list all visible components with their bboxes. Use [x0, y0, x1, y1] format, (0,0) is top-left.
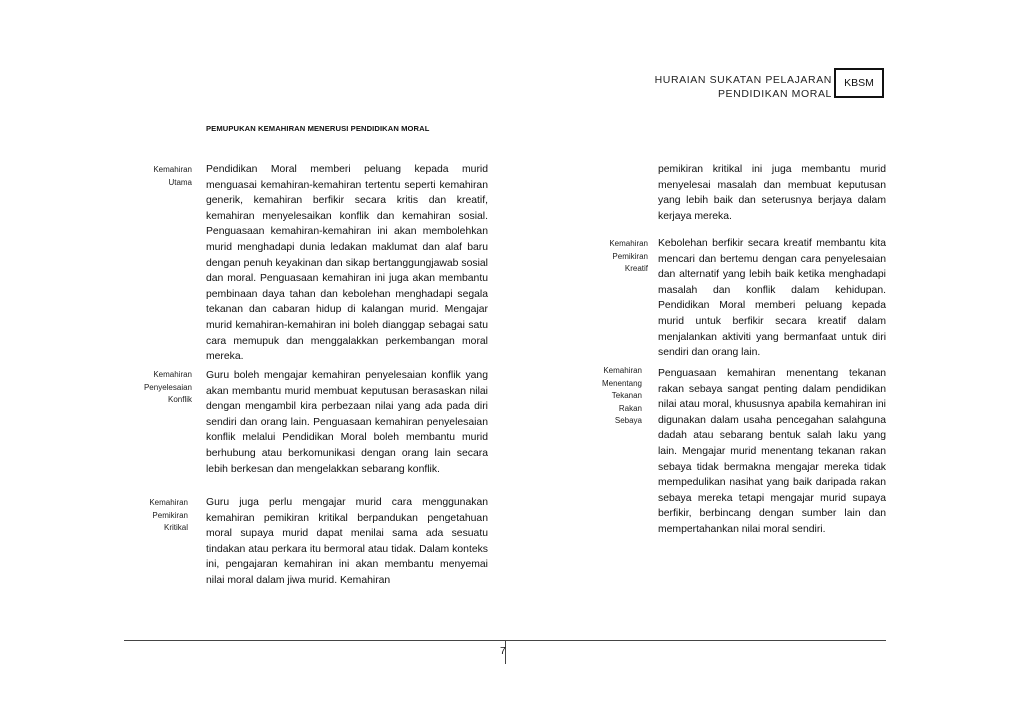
header-line-1: HURAIAN SUKATAN PELAJARAN	[654, 74, 832, 86]
kbsm-badge: KBSM	[834, 68, 884, 98]
side-label-kritikal	[120, 497, 188, 535]
page-number: 7	[500, 645, 506, 657]
side-label-utama	[120, 164, 192, 189]
paragraph-tekanan: Penguasaan kemahiran menentang tekanan rakan sebaya sangat penting dalam pendidikan nilai atau moral, khususnya apabila kemahiran ini digunakan dalam usaha pencegahan salahguna dadah atau sebarang bentuk salah laku yang lain. Mengajar murid menentang tekanan rakan sebaya tidak bermakna mengajar mereka tidak mempedulikan nasihat yang baik daripada rakan sebaya mereka tetapi mengajar murid supaya berfikir, berbincang dengan sumber lain dan mempertahankan nilai moral sendiri.	[658, 368, 886, 535]
side-label-line: Kemahiran	[153, 165, 192, 174]
side-label-line: Utama	[168, 177, 192, 187]
side-label-line: Konflik	[167, 395, 192, 404]
side-label-line: Pemikiran	[612, 251, 648, 261]
paragraph-utama: Pendidikan Moral memberi peluang kepada murid menguasai kemahiran-kemahiran tertentu seperti kemahiran generik, kemahiran berfikir secara kritis dan kreatif, kemahiran menyelesaikan konflik dan kemahiran sosial. Penguasaan kemahiran-kemahiran ini akan membolehkan murid menghadapi dunia ledakan maklumat dan alaf baru dengan penuh keyakinan dan sikap bertanggungjawab sosial dan moral. Penguasaan kemahiran ini juga akan membantu pembinaan daya tahan dan kebolehan menghadapi segala tekanan dan cabaran hidup di kalangan murid. Mengajar murid kemahiran-kemahiran ini boleh dianggap sebagai satu cara memupuk dan menggalakkan perkembangan moral mereka.	[206, 164, 488, 363]
side-label-konflik	[120, 369, 192, 407]
paragraph-kritikal: Guru juga perlu mengajar murid cara menggunakan kemahiran pemikiran kritikal berpandukan pengetahuan moral supaya murid dapat menilai sama ada sesuatu tindakan atau perkara itu bermoral atau tidak. Dalam konteks ini, pengajaran kemahiran ini akan membantu menyemai nilai moral dalam jiwa murid. Kemahiran	[206, 497, 488, 586]
side-label-line: Kritikal	[163, 523, 188, 532]
side-label-line: Kemahiran	[609, 239, 648, 248]
section-heading: PEMUPUKAN KEMAHIRAN MENERUSI PENDIDIKAN MORAL	[206, 124, 430, 133]
side-label-line: Kemahiran	[149, 498, 188, 507]
side-label-tekanan	[574, 365, 642, 428]
side-label-line: Pemikiran	[152, 510, 188, 520]
side-label-line: Penyelesaian	[143, 382, 192, 392]
paragraph-kreatif: Kebolehan berfikir secara kreatif membantu kita mencari dan bertemu dengan cara penyelesaian dan alternatif yang lebih baik ketika menghadapi masalah dan konflik dalam kehidupan. Pendidikan Moral memberi peluang kepada murid untuk berfikir secara kreatif dalam menjalankan aktiviti yang bermanfaat untuk diri sendiri dan orang lain.	[658, 238, 886, 359]
paragraph-continuation: pemikiran kritikal ini juga membantu murid menyelesai masalah dan membuat keputusan yang lebih baik dan seterusnya berjaya dalam kerjaya mereka.	[658, 164, 886, 222]
side-label-line: Sebaya	[614, 416, 642, 425]
side-label-line: Tekanan	[611, 391, 642, 400]
paragraph-konflik: Guru boleh mengajar kemahiran penyelesaian konflik yang akan membantu murid membuat keputusan berasaskan nilai dengan mengambil kira perbezaan nilai yang ada pada diri sendiri dan orang lain. Penguasaan kemahiran penyelesaian konflik melalui Pendidikan Moral boleh membantu murid berhubung atau berkomunikasi dengan orang lain secara lebih berkesan dan mengelakkan sebarang konflik.	[206, 370, 488, 475]
side-label-line: Rakan	[618, 403, 642, 413]
header-title	[600, 73, 832, 101]
header-line-2: PENDIDIKAN MORAL	[717, 88, 832, 100]
side-label-line: Kemahiran	[153, 370, 192, 379]
side-label-line: Kreatif	[624, 264, 648, 273]
side-label-line: Menentang	[601, 378, 642, 388]
side-label-line: Kemahiran	[603, 366, 642, 375]
side-label-kreatif	[576, 238, 648, 276]
